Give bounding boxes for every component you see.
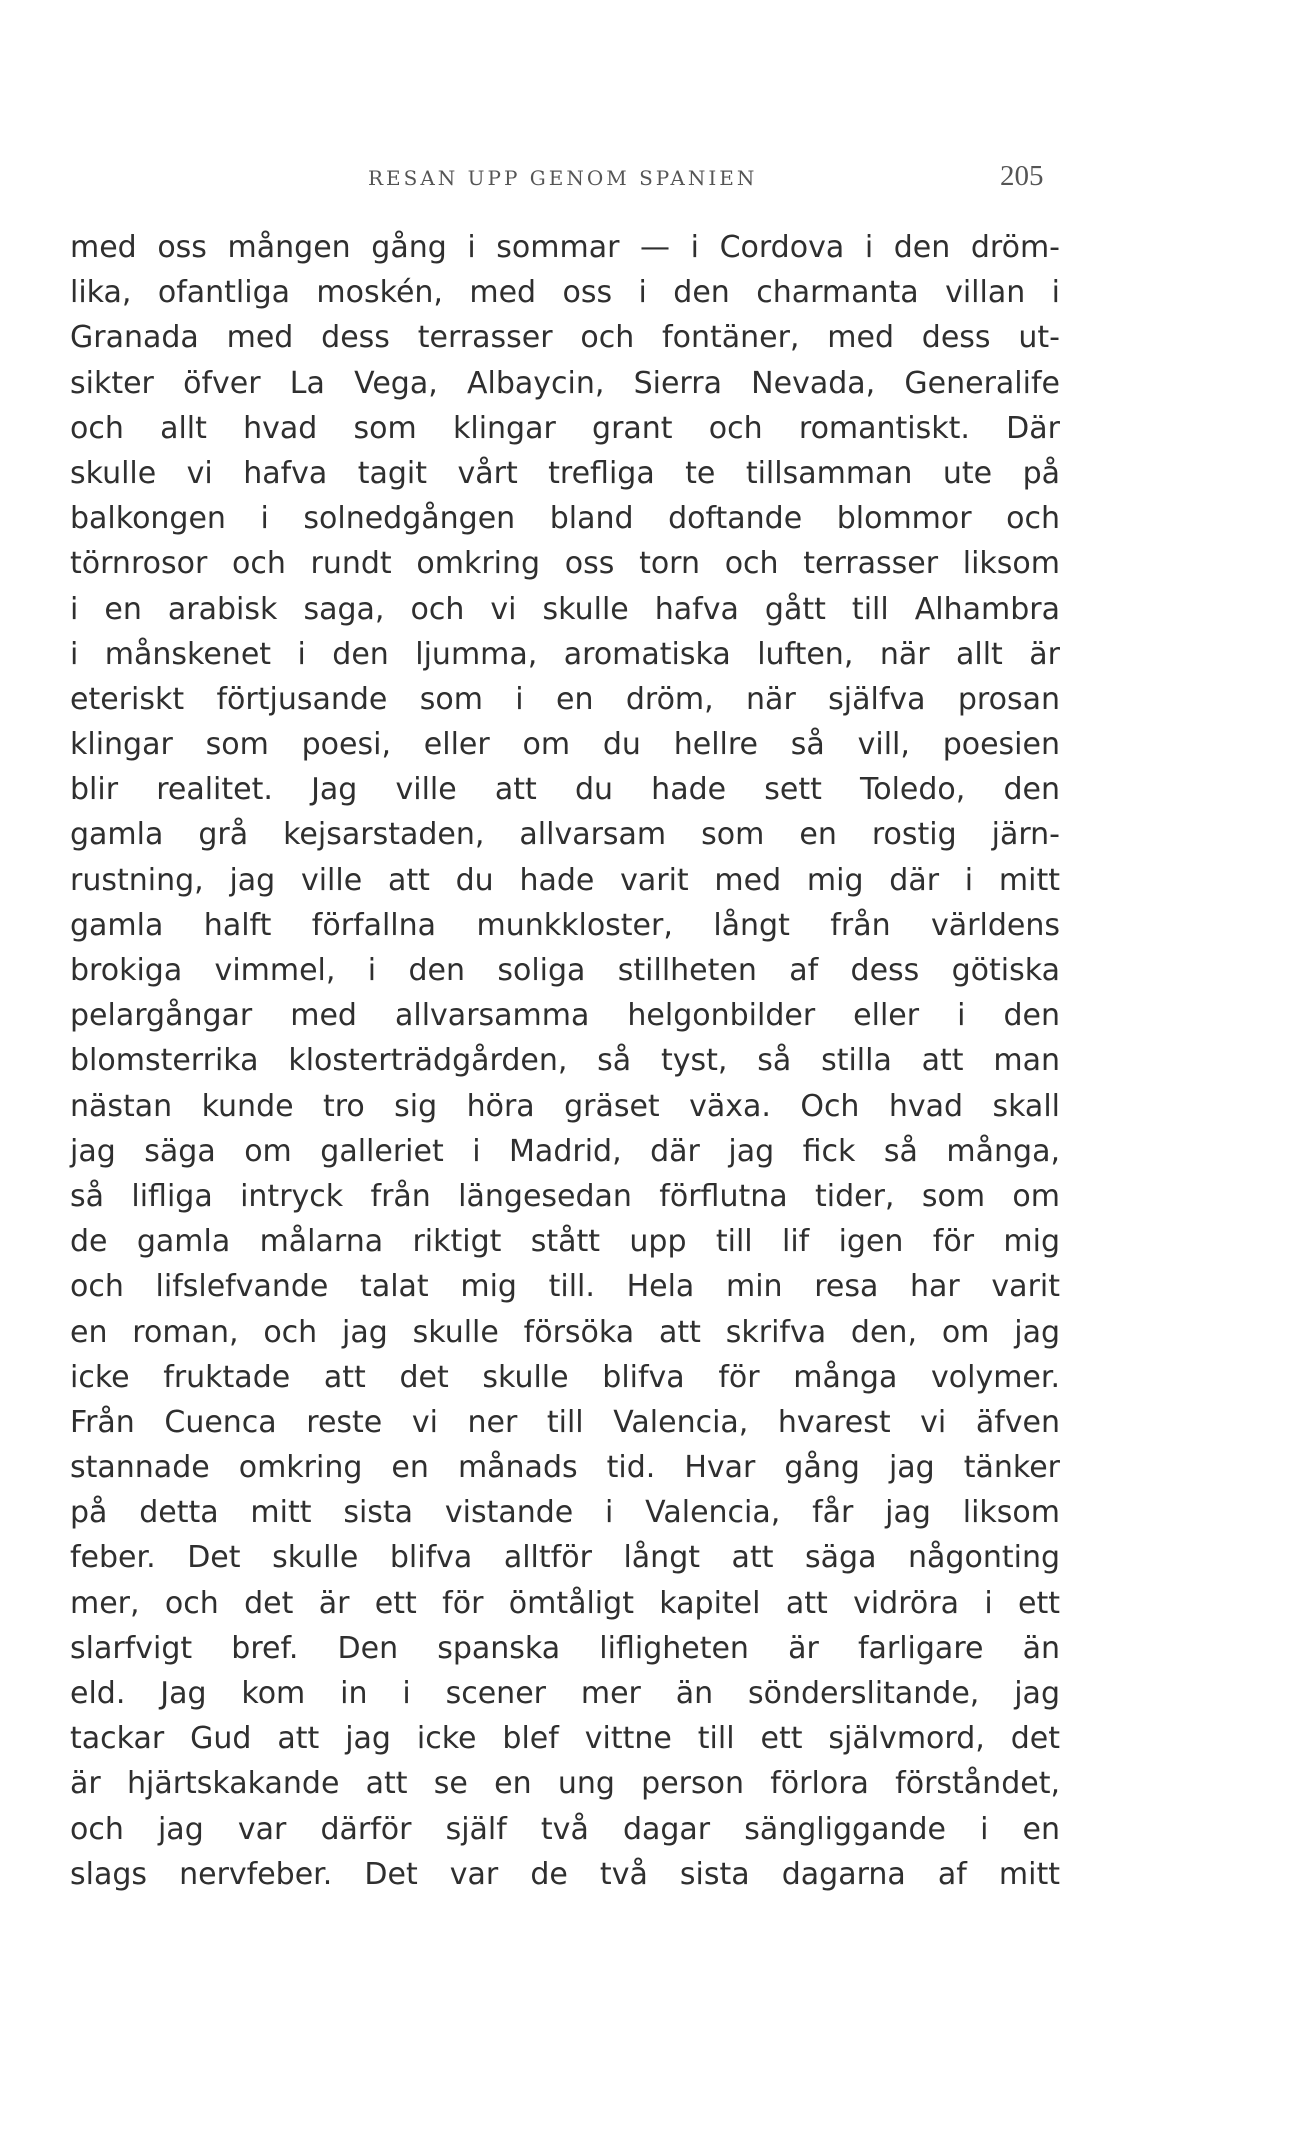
text-line: eld. Jag kom in i scener mer än sönderslitande, jag: [70, 1676, 1060, 1711]
text-line: nästan kunde tro sig höra gräset växa. Och hvad skall: [70, 1088, 1060, 1124]
text-line: och lifslefvande talat mig till. Hela min resa har varit: [70, 1269, 1060, 1305]
text-line: balkongen i solnedgången bland doftande blommor och: [70, 501, 1060, 537]
text-line: feber. Det skulle blifva alltför långt att säga någonting: [70, 1540, 1060, 1576]
text-line: gamla halft förfallna munkkloster, långt från världens: [70, 907, 1060, 943]
text-line: och jag var därför själf två dagar sängliggande i en: [70, 1811, 1060, 1847]
text-line: sikter öfver La Vega, Albaycin, Sierra Nevada, Generalife: [70, 365, 1060, 401]
text-line: rustning, jag ville att du hade varit med mig där i mitt: [70, 862, 1060, 898]
text-line: slarfvigt bref. Den spanska lifligheten är farligare än: [70, 1630, 1060, 1666]
text-line: de gamla målarna riktigt stått upp till lif igen för mig: [70, 1224, 1060, 1260]
text-line: slags nervfeber. Det var de två sista dagarna af mitt: [70, 1856, 1060, 1892]
body-text: [70, 225, 1060, 1897]
page-number: 205: [1000, 160, 1044, 192]
text-line: med oss mången gång i sommar — i Cordova i den dröm-: [70, 230, 1060, 265]
text-line: tackar Gud att jag icke blef vittne till ett självmord, det: [70, 1721, 1060, 1757]
text-line: i månskenet i den ljumma, aromatiska luften, när allt är: [70, 636, 1060, 672]
text-line: törnrosor och rundt omkring oss torn och terrasser liksom: [70, 546, 1060, 582]
text-line: eteriskt förtjusande som i en dröm, när själfva prosan: [70, 681, 1060, 717]
text-line: pelargångar med allvarsamma helgonbilder eller i den: [70, 998, 1060, 1034]
text-line: Från Cuenca reste vi ner till Valencia, hvarest vi äfven: [70, 1404, 1060, 1440]
page-header: [0, 160, 1300, 200]
text-line: jag säga om galleriet i Madrid, där jag fick så många,: [70, 1133, 1060, 1169]
running-title: RESAN UPP GENOM SPANIEN: [368, 166, 758, 190]
text-line: mer, och det är ett för ömtåligt kapitel att vidröra i ett: [70, 1585, 1060, 1621]
text-line: brokiga vimmel, i den soliga stillheten af dess götiska: [70, 953, 1060, 988]
text-line: gamla grå kejsarstaden, allvarsam som en rostig järn-: [70, 817, 1060, 853]
text-line: lika, ofantliga moskén, med oss i den charmanta villan i: [70, 275, 1060, 311]
text-line: klingar som poesi, eller om du hellre så vill, poesien: [70, 727, 1060, 763]
text-line: i en arabisk saga, och vi skulle hafva gått till Alhambra: [70, 591, 1060, 627]
text-line: så lifliga intryck från längesedan förflutna tider, som om: [70, 1178, 1060, 1214]
text-line: skulle vi hafva tagit vårt trefliga te tillsamman ute på: [70, 455, 1060, 491]
text-line: blir realitet. Jag ville att du hade sett Toledo, den: [70, 772, 1060, 808]
text-line: stannade omkring en månads tid. Hvar gång jag tänker: [70, 1450, 1060, 1486]
text-line: en roman, och jag skulle försöka att skrifva den, om jag: [70, 1314, 1060, 1350]
text-line: blomsterrika klosterträdgården, så tyst, så stilla att man: [70, 1043, 1060, 1079]
text-line: icke fruktade att det skulle blifva för många volymer.: [70, 1359, 1060, 1395]
text-line: på detta mitt sista vistande i Valencia, får jag liksom: [70, 1495, 1060, 1531]
text-line: och allt hvad som klingar grant och romantiskt. Där: [70, 410, 1060, 446]
text-line: är hjärtskakande att se en ung person förlora förståndet,: [70, 1766, 1060, 1802]
text-line: Granada med dess terrasser och fontäner, med dess ut-: [70, 320, 1060, 356]
